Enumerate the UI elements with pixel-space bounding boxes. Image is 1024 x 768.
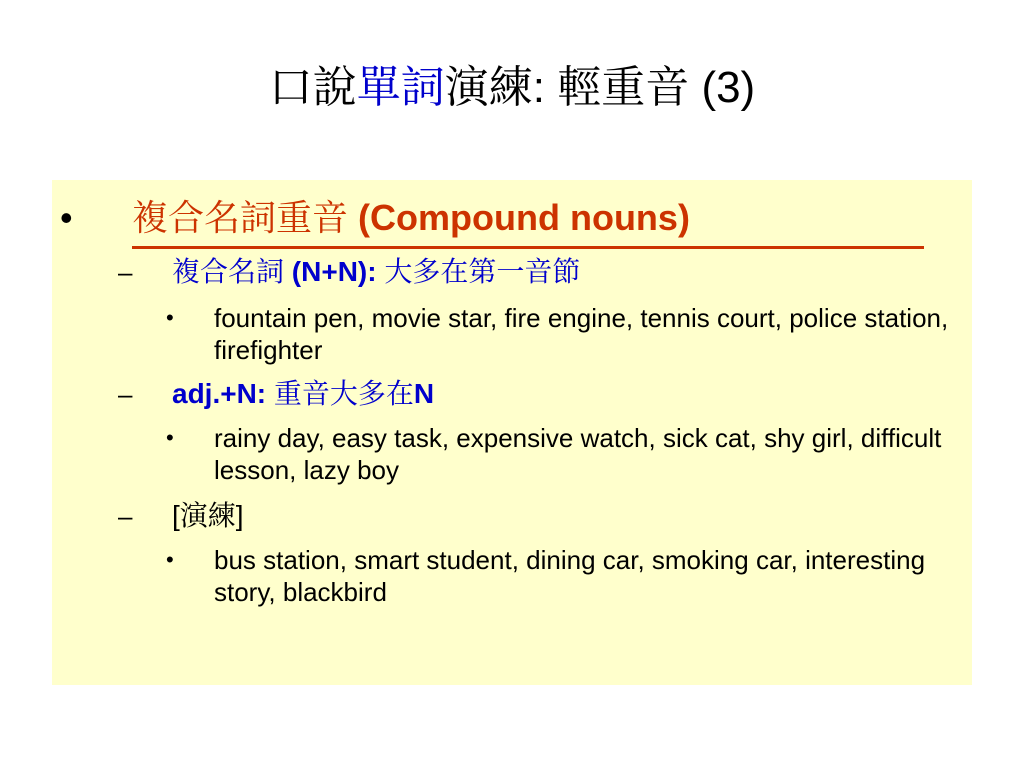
subheading-practice-part-1: [ — [172, 500, 180, 531]
examples-practice-text: bus station, smart student, dining car, smoking car, interesting story, blackbird — [214, 545, 926, 607]
subheading-adjn-part-3: N — [413, 378, 435, 409]
content-box — [52, 180, 972, 685]
slide-title — [0, 58, 1024, 118]
examples-adjn — [52, 422, 972, 486]
heading-chinese: 複合名詞重音 — [132, 197, 349, 238]
sub-bullet-marker: • — [166, 305, 174, 330]
subheading-nn-part-3: 大多在第一音節 — [376, 256, 581, 287]
heading-underline — [132, 246, 924, 249]
subheading-adjn-text — [172, 374, 434, 414]
title-part-1: 口說 — [268, 63, 357, 112]
subheading-nn-part-1: 複合名詞 — [172, 256, 285, 287]
dash-marker: – — [118, 501, 133, 531]
examples-adjn-text: rainy day, easy task, expensive watch, sick cat, shy girl, difficult lesson, lazy boy — [214, 423, 942, 485]
subheading-nn-part-2: (N+N): — [284, 256, 377, 287]
dash-marker: – — [118, 257, 133, 287]
title-part-2-highlight: 單詞 — [356, 63, 445, 112]
subheading-adjn — [52, 374, 972, 414]
bullet-marker: • — [60, 197, 73, 238]
main-bullet-heading — [132, 190, 690, 246]
examples-practice — [52, 544, 972, 608]
subheading-practice — [52, 496, 972, 536]
subheading-practice-part-3: ] — [235, 500, 244, 531]
sub-bullet-marker: • — [166, 547, 174, 572]
dash-marker: – — [118, 379, 133, 409]
examples-nn-text: fountain pen, movie star, fire engine, tennis court, police station, firefighter — [214, 303, 949, 365]
sub-bullet-marker: • — [166, 425, 174, 450]
subheading-adjn-part-2: 重音大多在 — [266, 378, 414, 409]
main-bullet — [52, 190, 972, 250]
subheading-practice-text — [172, 496, 244, 536]
subheading-nn — [52, 252, 972, 292]
examples-nn — [52, 302, 972, 366]
subheading-nn-text — [172, 252, 580, 292]
heading-english: (Compound nouns) — [348, 197, 690, 238]
subheading-adjn-part-1: adj.+N: — [172, 378, 267, 409]
subheading-practice-part-2: 演練 — [179, 500, 236, 531]
title-part-3: 演練: 輕重音 (3) — [444, 63, 756, 112]
